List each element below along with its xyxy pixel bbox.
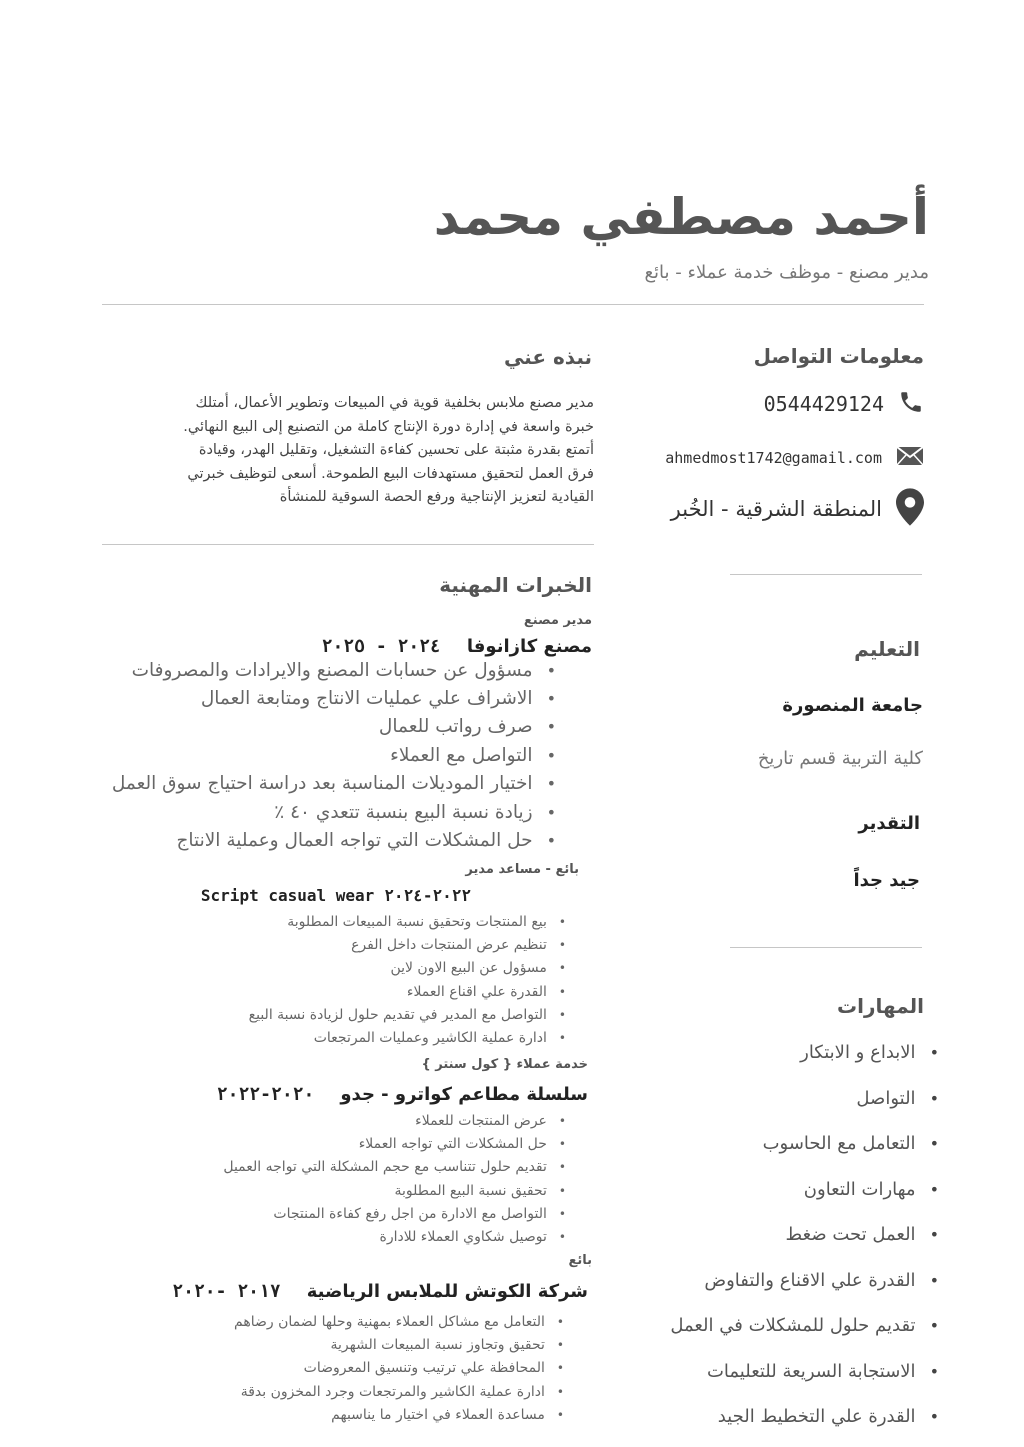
candidate-name: أحمد مصطفي محمد xyxy=(433,188,929,246)
job-dates: ٢٠٢٠-٢٠٢٢ xyxy=(216,1084,315,1105)
list-item: • القدرة علي التخطيط الجيد xyxy=(639,1394,939,1440)
experience-title: الخبرات المهنية xyxy=(439,573,592,597)
contact-divider xyxy=(730,574,922,575)
list-item: • توصيل شكاوي العملاء للادارة xyxy=(106,1225,566,1248)
list-item: • تنظيم عرض المنتجات داخل الفرع xyxy=(106,933,566,956)
job-dates: ٢٠١٧ -٢٠٢٠ xyxy=(172,1281,281,1302)
list-item: • التواصل مع العملاء xyxy=(76,741,556,769)
job-company xyxy=(217,1084,588,1105)
education-divider xyxy=(730,947,922,948)
contact-location xyxy=(671,488,924,530)
job-role: مدير مصنع xyxy=(523,613,592,628)
company-name: شركة الكوتش للملابس الرياضية xyxy=(306,1281,588,1302)
contact-email xyxy=(665,446,924,470)
grade-label: التقدير xyxy=(858,813,920,834)
job-duties xyxy=(104,1310,564,1426)
job-dates: ٢٠٢٤ - ٢٠٢٥ xyxy=(321,636,441,657)
about-line: فرق العمل لتحقيق مستهدفات البيع الطموحة. أسعى لتوظيف خبرتي xyxy=(187,465,594,482)
about-divider xyxy=(102,544,594,545)
list-item: • عرض المنتجات للعملاء xyxy=(106,1109,566,1132)
university-name: جامعة المنصورة xyxy=(782,695,923,716)
list-item: • التواصل مع المدير في تقديم حلول لزيادة نسبة البيع xyxy=(106,1003,566,1026)
list-item: • القدرة علي الاقناع والتفاوض xyxy=(639,1258,939,1304)
job-role: خدمة عملاء { كول سنتر } xyxy=(421,1057,588,1072)
about-line: أتمتع بقدرة مثبتة على تحسين كفاءة التشغيل، وتقليل الهدر، وقيادة xyxy=(198,442,594,458)
contact-phone xyxy=(764,388,924,420)
list-item: • تحقيق وتجاوز نسبة المبيعات الشهرية xyxy=(104,1333,564,1356)
list-item: • التواصل xyxy=(639,1076,939,1122)
phone-icon xyxy=(898,388,924,420)
faculty-name: كلية التربية قسم تاريخ xyxy=(757,748,923,769)
list-item: • القدرة علي اقناع العملاء xyxy=(106,980,566,1003)
list-item: • تقديم حلول للمشكلات في العمل xyxy=(639,1303,939,1349)
about-title: نبذه عني xyxy=(503,345,592,369)
list-item: • مسؤول عن حسابات المصنع والايرادات والمصروفات xyxy=(76,656,556,684)
list-item: • حل المشكلات التي تواجه العمال وعملية الانتاج xyxy=(76,826,556,854)
list-item: • العمل تحت ضغط xyxy=(639,1212,939,1258)
list-item: • زيادة نسبة البيع بنسبة تتعدي ٤٠ ٪ xyxy=(76,798,556,826)
list-item: • حل المشكلات التي تواجه العملاء xyxy=(106,1132,566,1155)
list-item: • الاشراف علي عمليات الانتاج ومتابعة العمال xyxy=(76,684,556,712)
list-item: • مسؤول عن البيع الاون لاين xyxy=(106,957,566,980)
list-item: • صرف رواتب للعمال xyxy=(76,713,556,741)
job-duties xyxy=(76,656,556,855)
about-line: مدير مصنع ملابس بخلفية قوية في المبيعات وتطوير الأعمال، أمتلك xyxy=(195,395,594,411)
skills-title: المهارات xyxy=(837,994,924,1018)
list-item: • الابداع و الابتكار xyxy=(639,1030,939,1076)
list-item: • تحقيق نسبة البيع المطلوبة xyxy=(106,1179,566,1202)
company-name: Script casual wear xyxy=(200,886,375,905)
contact-title: معلومات التواصل xyxy=(753,344,924,368)
list-item: • التواصل مع الادارة من اجل رفع كفاءة المنتجات xyxy=(106,1202,566,1225)
job-duties xyxy=(106,1109,566,1249)
list-item: • التعامل مع مشاكل العملاء بمهنية وحلها لضمان رضاهم xyxy=(104,1310,564,1333)
list-item: • ادارة عملية الكاشير والمرتجعات وجرد المخزون بدقة xyxy=(104,1380,564,1403)
location-text: المنطقة الشرقية - الخُبر xyxy=(670,497,882,521)
list-item: • مهارات التعاون xyxy=(639,1167,939,1213)
job-company xyxy=(322,636,592,657)
about-text xyxy=(104,392,594,510)
skills-list xyxy=(639,1030,939,1440)
header-divider xyxy=(102,304,924,305)
grade-value: جيد جداً xyxy=(853,870,920,891)
envelope-icon xyxy=(896,446,924,470)
job-company xyxy=(172,1281,588,1302)
job-company xyxy=(201,886,471,905)
job-dates: ٢٠٢٢-٢٠٢٤ xyxy=(384,886,471,905)
job-titles: مدير مصنع - موظف خدمة عملاء - بائع xyxy=(644,262,929,283)
company-name: سلسلة مطاعم كواترو - جدو xyxy=(340,1084,588,1105)
job-duties xyxy=(106,910,566,1050)
list-item: • تقديم حلول تتناسب مع حجم المشكلة التي تواجه العميل xyxy=(106,1156,566,1179)
list-item: • التعامل مع الحاسوب xyxy=(639,1121,939,1167)
list-item: • المحافظة علي ترتيب وتنسيق المعروضات xyxy=(104,1357,564,1380)
about-line: القيادية لتعزيز الإنتاجية ورفع الحصة السوقية للمنشأة xyxy=(279,489,594,505)
job-role: بائع - مساعد مدير xyxy=(465,862,579,877)
company-name: مصنع كازانوفا xyxy=(466,636,592,657)
list-item: • بيع المنتجات وتحقيق نسبة المبيعات المطلوبة xyxy=(106,910,566,933)
location-pin-icon xyxy=(896,488,924,530)
phone-number[interactable]: 0544429124 xyxy=(763,392,884,416)
job-role: بائع xyxy=(568,1253,592,1268)
list-item: • مساعدة العملاء في اختيار ما يناسبهم xyxy=(104,1403,564,1426)
list-item: • اختيار الموديلات المناسبة بعد دراسة احتياج سوق العمل xyxy=(76,770,556,798)
education-title: التعليم xyxy=(854,637,920,661)
list-item: • الاستجابة السريعة للتعليمات xyxy=(639,1349,939,1395)
email-address[interactable]: ahmedmost1742@gamail.com xyxy=(665,449,882,467)
about-line: خبرة واسعة في إدارة دورة الإنتاج كاملة من التصنيع إلى البيع النهائي. xyxy=(183,418,594,435)
list-item: • ادارة عملية الكاشير وعمليات المرتجعات xyxy=(106,1026,566,1049)
